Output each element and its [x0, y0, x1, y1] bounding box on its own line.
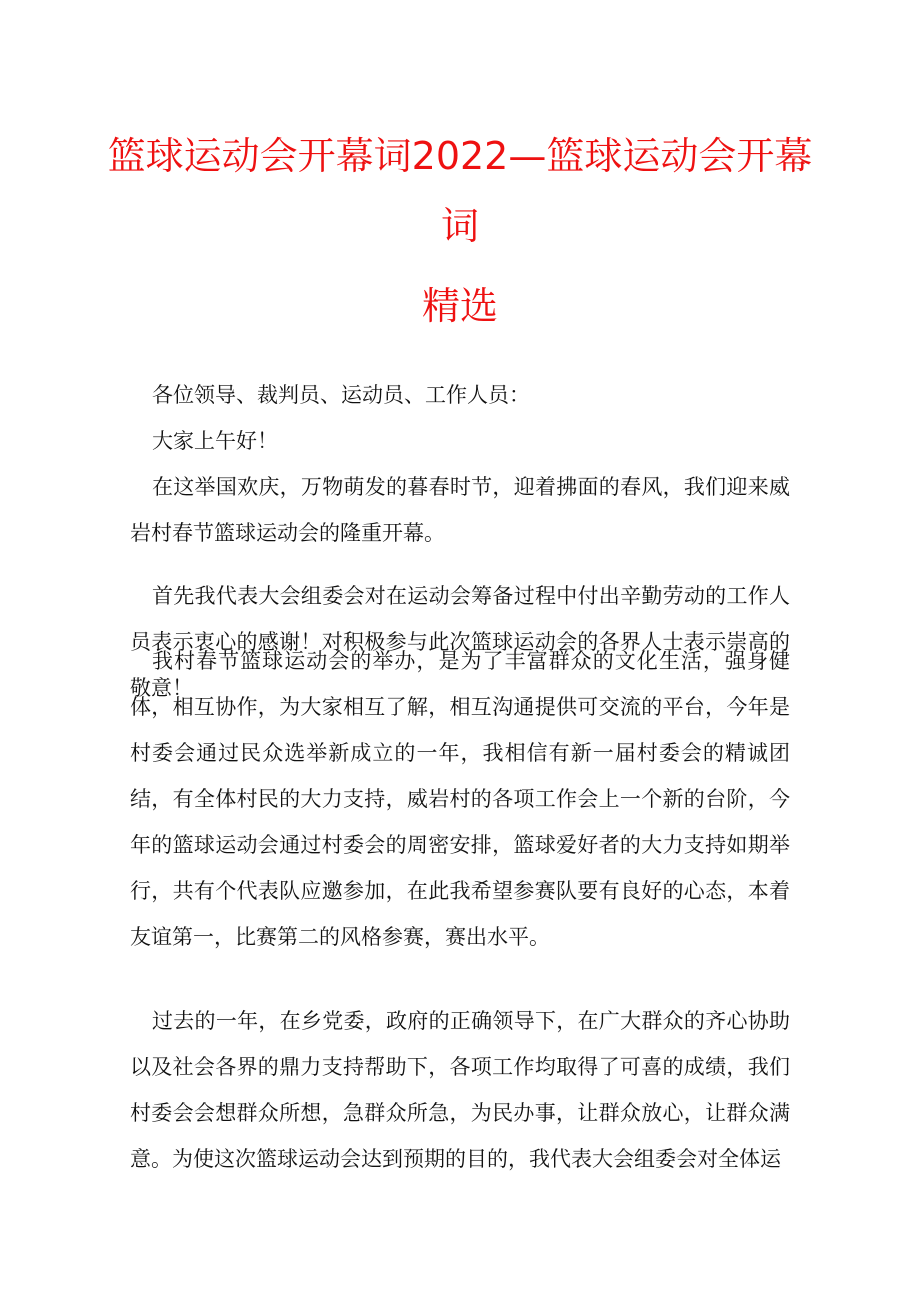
- greeting-paragraph: 大家上午好！: [152, 429, 278, 453]
- document-title-line-2: 词: [440, 204, 479, 248]
- document-subtitle: 精选: [421, 284, 498, 328]
- body-paragraph-2: 首先我代表大会组委会对在运动会筹备过程中付出辛勤劳动的工作人员表示衷心的感谢！对积极参与此次篮球运动会的各界人士表示崇高的敬意！: [130, 584, 790, 700]
- body-paragraph-4: 过去的一年，在乡党委，政府的正确领导下，在广大群众的齐心协助以及社会各界的鼎力支持帮助下，各项工作均取得了可喜的成绩，我们村委会会想群众所想，急群众所急，为民办事，让群众放心，让群众满意。为使这次篮球运动会达到预期的目的，我代表大会组委会对全体运: [130, 1009, 790, 1171]
- salutation-paragraph: 各位领导、裁判员、运动员、工作人员：: [152, 383, 530, 407]
- document-title-line-1: 篮球运动会开幕词2022—篮球运动会开幕: [107, 134, 813, 178]
- body-paragraph-3: 我村春节篮球运动会的举办，是为了丰富群众的文化生活，强身健体，相互协作，为大家相互了解，相互沟通提供可交流的平台，今年是村委会通过民众选举新成立的一年，我相信有新一届村委会的精诚团结，有全体村民的大力支持，威岩村的各项工作会上一个新的台阶，今年的篮球运动会通过村委会的周密安排，篮球爱好者的大力支持如期举行，共有个代表队应邀参加，在此我希望参赛队要有良好的心态，本着友谊第一，比赛第二的风格参赛，赛出水平。: [130, 649, 790, 949]
- body-paragraph-1: 在这举国欢庆，万物萌发的暮春时节，迎着拂面的春风，我们迎来威岩村春节篮球运动会的隆重开幕。: [130, 475, 790, 545]
